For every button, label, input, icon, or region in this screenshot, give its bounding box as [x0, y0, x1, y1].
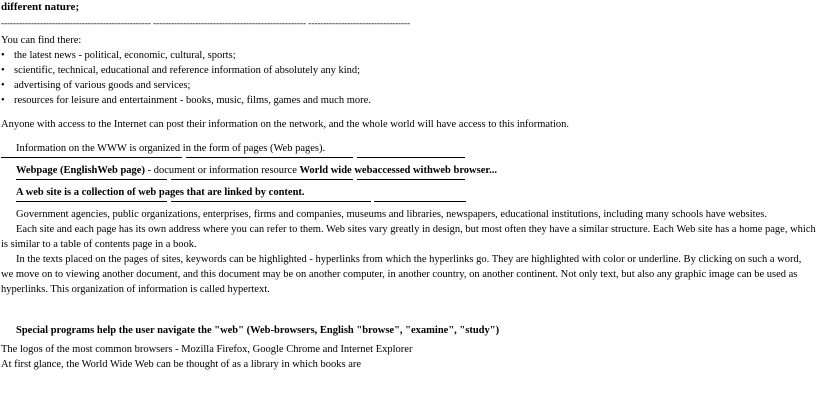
rule-line	[357, 179, 465, 180]
website-definition: A web site is a collection of web pages that are linked by content.	[16, 187, 305, 198]
www-pages-text: Information on the WWW is organized in the form of pages (Web pages).	[16, 143, 326, 154]
rule-line	[171, 201, 371, 202]
list-item	[1, 78, 816, 93]
government-paragraph: Government agencies, public organizations, enterprises, firms and companies, museums and libraries, newspapers, educational institutions, including many schools have websites.	[16, 209, 767, 220]
rule-line	[171, 179, 353, 180]
access-paragraph: Anyone with access to the Internet can post their information on the network, and the whole world will have access to this information.	[1, 119, 570, 130]
rule-line	[374, 201, 466, 202]
list-item-text: advertising of various goods and services;	[14, 80, 191, 91]
bullet-icon: •	[1, 95, 5, 106]
ruled-lines	[16, 156, 816, 159]
webpage-definition	[16, 163, 816, 178]
list-item	[1, 63, 816, 78]
webpage-middle: - document or information resource	[144, 165, 300, 176]
special-programs-heading: Special programs help the user navigate the "web" (Web-browsers, English "browse", "examine", "study")	[16, 325, 500, 336]
list-item-text: the latest news - political, economic, cultural, sports;	[14, 50, 236, 61]
ruled-lines	[16, 178, 816, 181]
list-item-text: scientific, technical, educational and reference information of absolutely any kind;	[14, 65, 361, 76]
bullet-icon: •	[1, 65, 5, 76]
dash-separator: -------------------------------------------------- --------------------------------------------------- ----------------------------------	[1, 18, 411, 28]
ruled-lines	[16, 200, 816, 203]
rule-line	[1, 157, 182, 158]
bullet-icon: •	[1, 80, 5, 91]
browser-logos-text: The logos of the most common browsers - Mozilla Firefox, Google Chrome and Internet Explorer	[1, 344, 413, 355]
list-item-text: resources for leisure and entertainment - books, music, films, games and much more.	[14, 95, 371, 106]
rule-line	[357, 157, 465, 158]
intro-text: You can find there:	[1, 35, 82, 46]
list-item	[1, 93, 816, 108]
webpage-tail: World wide webaccessed withweb browser...	[299, 165, 497, 176]
webpage-term: Webpage (EnglishWeb page)	[16, 165, 145, 176]
rule-line	[16, 201, 167, 202]
library-text: At first glance, the World Wide Web can be thought of as a library in which books are	[1, 359, 362, 370]
resource-list	[1, 48, 816, 108]
list-item	[1, 48, 816, 63]
site-address-paragraph: Each site and each page has its own address where you can refer to them. Web sites vary greatly in design, but most often they have a similar structure. Each Web site has a home page, which is similar to a table of contents page in a book.	[1, 224, 816, 250]
section-heading: different nature;	[1, 1, 80, 13]
hyperlinks-paragraph: In the texts placed on the pages of sites, keywords can be highlighted - hyperlinks from which the hyperlinks go. They are highlighted with color or underline. By clicking on such a word, we move on to viewing another document, and this document may be on another computer, in another country, on another continent. Not only text, but also any graphic image can be used as hyperlinks. This organization of information is called hypertext.	[1, 254, 802, 295]
bullet-icon: •	[1, 50, 5, 61]
rule-line	[16, 179, 167, 180]
rule-line	[186, 157, 353, 158]
